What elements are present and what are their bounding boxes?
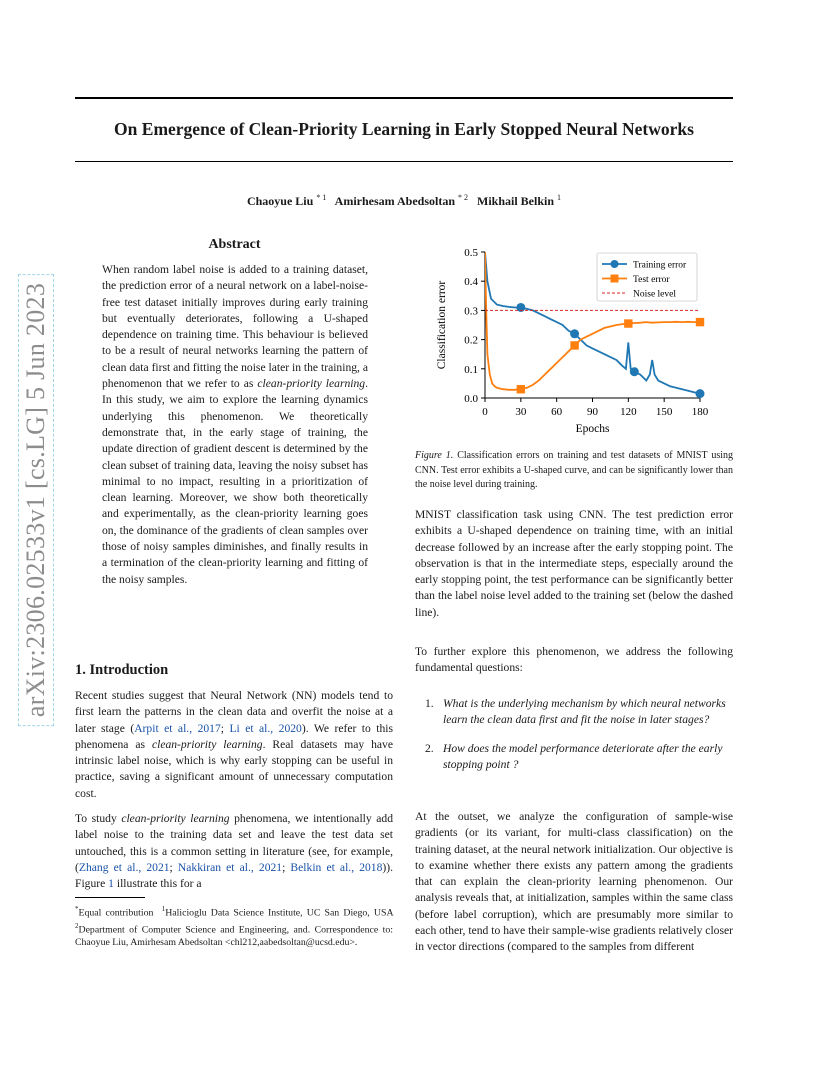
footnote-mark: *	[75, 905, 79, 913]
y-tick-label: 0.2	[464, 334, 478, 347]
paper-title: On Emergence of Clean-Priority Learning in Early Stopped Neural Networks	[114, 119, 694, 139]
author-name: Amirhesam Abedsoltan	[334, 194, 455, 208]
citation-link[interactable]: Zhang et al., 2021	[78, 860, 170, 874]
footnote-text: Department of Computer Science and Engineering, and. Correspondence to: Chaoyue Liu, Amirhesam Abedsoltan <chl212,aabedsoltan@ucsd.edu>.	[75, 924, 393, 948]
legend-training-error-marker	[611, 260, 619, 268]
top-rule	[75, 97, 733, 99]
text-part: phenomena, we intentionally add label noise to the training data set and leave the test data set untouched, this is a common setting in literature (see, for example, (	[75, 812, 393, 874]
x-axis-label: Epochs	[575, 423, 610, 435]
y-tick-label: 0.0	[464, 393, 478, 405]
author-name: Chaoyue Liu	[246, 194, 314, 208]
citation-link[interactable]: Arpit et al., 2017	[134, 721, 221, 735]
right-paragraph-2: To further explore this phenomenon, we address the following fundamental questions:	[415, 645, 733, 675]
text-part: )). Figure	[75, 860, 394, 891]
question-text: How does the model performance deteriorate after the early stopping point ?	[443, 741, 723, 771]
abstract-heading: Abstract	[208, 237, 261, 252]
citation-authors: Arpit et al.	[134, 721, 190, 735]
y-tick-label: 0.1	[464, 363, 478, 376]
section-heading-introduction: 1. Introduction	[75, 662, 169, 678]
citation-year: 2021	[258, 860, 283, 874]
citation-authors: Li et al.	[229, 721, 271, 735]
author-affiliation-mark: * 1	[316, 193, 327, 202]
training-error-marker	[696, 389, 705, 398]
citation-year: 2017	[197, 721, 221, 735]
legend-test-error-marker	[611, 275, 619, 283]
author-affiliation-mark: 1	[557, 193, 562, 202]
question-number: 1.	[425, 697, 434, 710]
y-axis-label: Classification error	[436, 280, 448, 370]
legend-test-error-label: Test error	[633, 275, 670, 285]
right-paragraph-3: At the outset, we analyze the configuration of sample-wise gradients (or its variant, for multi-class classification) on the training dataset, at the neural network initialization. Our objective is to examine whether there exists any pattern among the gradients that can explain the clean-priority learning phenomenon. Our analysis reveals that, at initialization, samples within the same class (before label corruption), which are presumably more similar to each other, tend to have their sample-wise gradients relatively closer in vector directions (compared to the samples from different	[415, 810, 733, 954]
y-tick-label: 0.3	[464, 305, 478, 318]
question-item	[415, 741, 733, 774]
legend-training-error-label: Training error	[633, 260, 687, 271]
citation-link[interactable]: Li et al., 2020	[229, 721, 302, 735]
citation-authors: Nakkiran et al.	[177, 860, 251, 874]
citation-year: 2021	[146, 860, 170, 874]
abstract-text-part: When random label noise is added to a training dataset, the prediction error of a neural network on a label-noise-free test dataset initially improves during early training but eventually deteriorates, following a U-shaped dependence on training time. This behaviour is believed to be a result of neural networks learning the pattern of clean data first and fitting the noise later in the training, a phenomenon that we refer to as	[102, 263, 368, 391]
citation-authors: Belkin et al.	[290, 860, 352, 874]
test-error-marker	[696, 318, 704, 326]
training-error-marker	[630, 367, 639, 376]
training-error-marker	[570, 329, 579, 338]
author-affiliation-mark: * 2	[458, 193, 468, 202]
footnote	[75, 903, 393, 949]
question-number: 2.	[425, 741, 434, 755]
footnote-text: Halicioglu Data Science Institute, UC San Diego, USA	[165, 907, 393, 919]
figure-label: Figure 1.	[415, 450, 454, 461]
caption-text: Classification errors on training and test datasets of MNIST using CNN. Test error exhibits a U-shaped curve, and can be significantly lower than the noise level during training.	[415, 450, 733, 490]
plot-area	[436, 247, 709, 435]
citation-year: 2020	[278, 721, 302, 735]
question-text: What is the underlying mechanism by which neural networks learn the clean data first and fit the noise in later stages?	[443, 697, 726, 727]
author-list	[60, 193, 748, 209]
x-tick-label: 180	[691, 406, 709, 418]
right-paragraph-1: MNIST classification task using CNN. The test prediction error exhibits a U-shaped dependence on training time, with an initial decrease followed by an increase after the early stopping point. The observation is that in the intermediate steps, especially around the early stopping point, the test performance can be significantly better than the label noise level added to the training set (below the dashed line).	[415, 508, 733, 619]
text-part: ;	[220, 721, 230, 735]
figure-link[interactable]: 1	[108, 877, 114, 891]
test-error-marker	[624, 319, 632, 327]
abstract-text-part: . In this study, we aim to explore the learning dynamics underlying this phenomenon. We theoretically demonstrate that, in the early stage of training, the update direction of gradient descent is determined by the clean subset of training data, leaving the noisy subset has minimal to no impact, resulting in a prioritization of clean learning. Moreover, we show both theoretically and experimentally, as the clean-priority learning goes on, the dominance of the gradients of clean samples over those of noisy samples diminishes, and finally results in a termination of the clean-priority learning and fitting of the noisy samples.	[102, 377, 368, 586]
x-tick-label: 150	[655, 406, 673, 418]
footnote-mark: 1	[161, 905, 166, 913]
citation-link[interactable]: Belkin et al., 2018	[290, 860, 383, 874]
arxiv-identifier[interactable]: arXiv:2306.02533v1 [cs.LG] 5 Jun 2023	[18, 274, 54, 726]
abstract-text	[102, 262, 368, 588]
text-part: . Real datasets may have intrinsic label noise, which is why early stopping can be useful in practice, saving a significant amount of unnecessary computation cost.	[75, 737, 393, 800]
question-item	[415, 696, 733, 729]
text-part: To study	[75, 812, 122, 825]
test-error-marker	[517, 385, 525, 393]
intro-paragraph-1	[75, 688, 393, 802]
legend-noise-level-label: Noise level	[633, 289, 677, 300]
x-tick-label: 120	[620, 406, 637, 418]
term: clean-priority learning	[151, 737, 263, 751]
text-part: illustrate this for a	[113, 877, 202, 891]
x-tick-label: 30	[515, 406, 527, 418]
question-list	[415, 696, 733, 773]
citation-link[interactable]: Nakkiran et al., 2021	[177, 860, 283, 874]
x-tick-label: 90	[587, 406, 598, 418]
text-part: Recent studies suggest that Neural Network (NN) models tend to first learn the patterns in the clean data and overfit the noise at a later stage (	[75, 689, 393, 735]
x-tick-label: 0	[482, 406, 488, 418]
y-tick-label: 0.4	[464, 276, 478, 289]
y-tick-label: 0.5	[464, 247, 478, 259]
citation-authors: Zhang et al.	[78, 860, 139, 874]
text-part: ). We refer to this phenomena as	[75, 721, 394, 751]
classification-error-chart	[425, 238, 725, 443]
title-rule	[75, 161, 733, 162]
footnote-rule	[75, 897, 145, 898]
footnote-mark: 2	[75, 921, 79, 930]
citation-year: 2018	[359, 860, 383, 874]
author-name: Mikhail Belkin	[477, 194, 555, 208]
term: clean-priority learning	[121, 812, 230, 825]
x-tick-label: 60	[551, 406, 563, 418]
abstract-term: clean-priority learning	[257, 377, 366, 391]
test-error-marker	[570, 341, 578, 349]
footnote-text: Equal contribution	[78, 907, 154, 919]
figure-caption	[415, 449, 733, 493]
intro-paragraph-2: To study clean-priority learning phenomena, we intentionally add label noise to the training data set and leave the test data set untouched, this is a common setting in literature (see, for example, (Zhang et al., 2021; Nakkiran et al., 2021; Belkin et al., 2018)). Figure 1 illustrate this for a	[75, 812, 394, 891]
